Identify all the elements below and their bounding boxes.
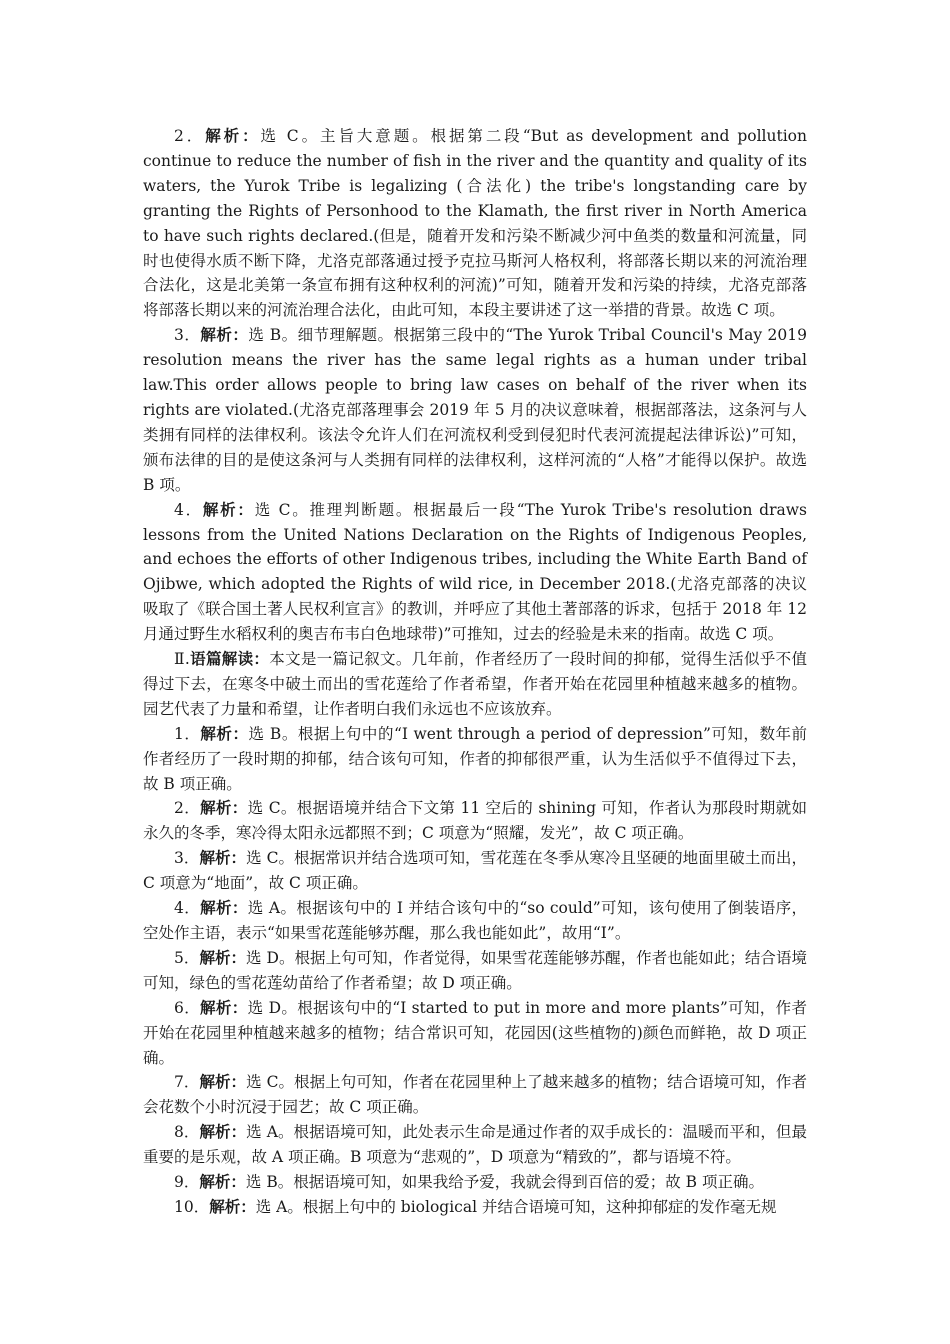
explanation-blank-2 (143, 796, 807, 846)
passage-summary (143, 647, 807, 722)
item-number: 5． (174, 948, 200, 967)
explanation-blank-4 (143, 896, 807, 946)
item-number: 4． (174, 899, 201, 918)
item-label: 解析： (199, 848, 247, 868)
item-number: 6． (174, 998, 201, 1017)
explanation-q2 (143, 124, 807, 323)
item-text: 选 B。根据上句中的“I went through a period of depression”可知，数年前作者经历了一段时期的抑郁，结合该句可知，作者的抑郁很严重，认为生活似乎不值得过下去，故 B 项正确。 (143, 724, 807, 793)
explanation-blank-1 (143, 722, 807, 797)
explanation-blank-10 (143, 1195, 807, 1220)
item-text: 选 C。推理判断题。根据最后一段“The Yurok Tribe's resolution draws lessons from the United Nations Declaration on the Rights of Indigenous Peoples, and echoes the efforts of other Indigenous tribes, including the White Earth Band of Ojibwe, which adopted the Rights of wild rice, in December 2018.(尤洛克部落的决议吸取了《联合国土著人民权利宣言》的教训，并呼应了其他土著部落的诉求，包括于 2018 年 12 月通过野生水稻权利的奥吉布韦白色地球带)”可推知，过去的经验是未来的指南。故选 C 项。 (143, 500, 807, 644)
item-number: 3． (174, 326, 201, 345)
item-number: 7． (174, 1073, 200, 1092)
item-text: 选 C。根据常识并结合选项可知，雪花莲在冬季从寒冷且坚硬的地面里破土而出，C 项意为“地面”，故 C 项正确。 (143, 849, 807, 893)
section-number: Ⅱ. (174, 650, 190, 669)
explanation-blank-3 (143, 846, 807, 896)
explanation-q3 (143, 323, 807, 497)
item-label: 解析： (199, 1072, 247, 1092)
item-text: 选 C。主旨大意题。根据第二段“But as development and pollution continue to reduce the number of fish in the river and the quantity and quality of its waters, the Yurok Tribe is legalizing (合法化) the tribe's longstanding care by granting the Rights of Personhood to the Klamath, the first river in North America to have such rights declared.(但是，随着开发和污染不断减少河中鱼类的数量和河流量，同时也使得水质不断下降，尤洛克部落通过授予克拉马斯河人格权利，将部落长期以来的河流治理合法化，这是北美第一条宣布拥有这种权利的河流)”可知，随着开发和污染的持续，尤洛克部落将部落长期以来的河流治理合法化，由此可知，本段主要讲述了这一举措的背景。故选 C 项。 (143, 127, 807, 320)
explanation-q4 (143, 498, 807, 647)
item-label: 解析： (200, 798, 248, 818)
item-label: 解析： (200, 997, 248, 1017)
item-text: 选 B。细节理解题。根据第三段中的“The Yurok Tribal Council's May 2019 resolution means the river has the same legal rights as a human under tribal law.This order allows people to bring law cases on behalf of the river when its rights are violated.(尤洛克部落理事会 2019 年 5 月的决议意味着，根据部落法，这条河与人类拥有同样的法律权利。该法令允许人们在河流权利受到侵犯时代表河流提起法律诉讼)”可知，颁布法律的目的是使这条河与人类拥有同样的法律权利，这样河流的“人格”才能得以保护。故选 B 项。 (143, 326, 807, 494)
item-label: 解析： (202, 499, 255, 519)
item-text: 选 D。根据该句中的“I started to put in more and more plants”可知，作者开始在花园里种植越来越多的植物；结合常识可知，花园因(这些植物的)颜色而鲜艳，故 D 项正确。 (143, 998, 807, 1067)
item-number: 10． (174, 1197, 210, 1216)
explanation-blank-7 (143, 1070, 807, 1120)
item-number: 2． (174, 799, 201, 818)
explanation-blank-5 (143, 946, 807, 996)
item-text: 选 A。根据该句中的 I 并结合该句中的“so could”可知，该句使用了倒装语序，空处作主语，表示“如果雪花莲能够苏醒，那么我也能如此”，故用“I”。 (143, 899, 807, 942)
item-label: 解析： (199, 1172, 246, 1192)
explanation-blank-6 (143, 996, 807, 1071)
explanation-blank-8 (143, 1120, 807, 1170)
item-number: 4． (174, 500, 203, 519)
item-number: 3． (174, 849, 200, 868)
item-number: 2． (174, 127, 206, 145)
item-text: 选 A。根据上句中的 biological 并结合语境可知，这种抑郁症的发作毫无规 (255, 1197, 777, 1216)
item-label: 解析： (199, 947, 247, 967)
document-body (143, 124, 807, 1220)
item-label: 解析： (200, 325, 249, 345)
item-text: 选 A。根据语境可知，此处表示生命是通过作者的双手成长的：温暖而平和，但最重要的是乐观，故 A 项正确。B 项意为“悲观的”，D 项意为“精致的”，都与语境不符。 (143, 1123, 807, 1167)
item-number: 8． (174, 1123, 200, 1142)
item-text: 选 C。根据上句可知，作者在花园里种上了越来越多的植物；结合语境可知，作者会花数个小时沉浸于园艺；故 C 项正确。 (143, 1073, 807, 1117)
item-number: 9． (174, 1173, 200, 1192)
explanation-blank-9 (143, 1170, 807, 1195)
item-label: 解析： (199, 1122, 247, 1142)
item-text: 选 D。根据上句可知，作者觉得，如果雪花莲能够苏醒，作者也能如此；结合语境可知，绿色的雪花莲幼苗给了作者希望；故 D 项正确。 (143, 948, 807, 992)
section-text: 本文是一篇记叙文。几年前，作者经历了一段时间的抑郁，觉得生活似乎不值得过下去，在寒冬中破土而出的雪花莲给了作者希望，作者开始在花园里种植越来越多的植物。园艺代表了力量和希望，让作者明白我们永远也不应该放弃。 (143, 650, 807, 718)
item-text: 选 C。根据语境并结合下文第 11 空后的 shining 可知，作者认为那段时期就如永久的冬季，寒冷得太阳永远都照不到；C 项意为“照耀，发光”，故 C 项正确。 (143, 799, 807, 843)
item-label: 解析： (205, 126, 261, 145)
item-label: 解析： (200, 723, 249, 743)
item-label: 解析： (209, 1196, 256, 1216)
item-text: 选 B。根据语境可知，如果我给予爱，我就会得到百倍的爱；故 B 项正确。 (245, 1173, 764, 1192)
section-label: 语篇解读： (189, 649, 270, 669)
item-number: 1． (174, 724, 201, 743)
item-label: 解析： (200, 898, 248, 918)
